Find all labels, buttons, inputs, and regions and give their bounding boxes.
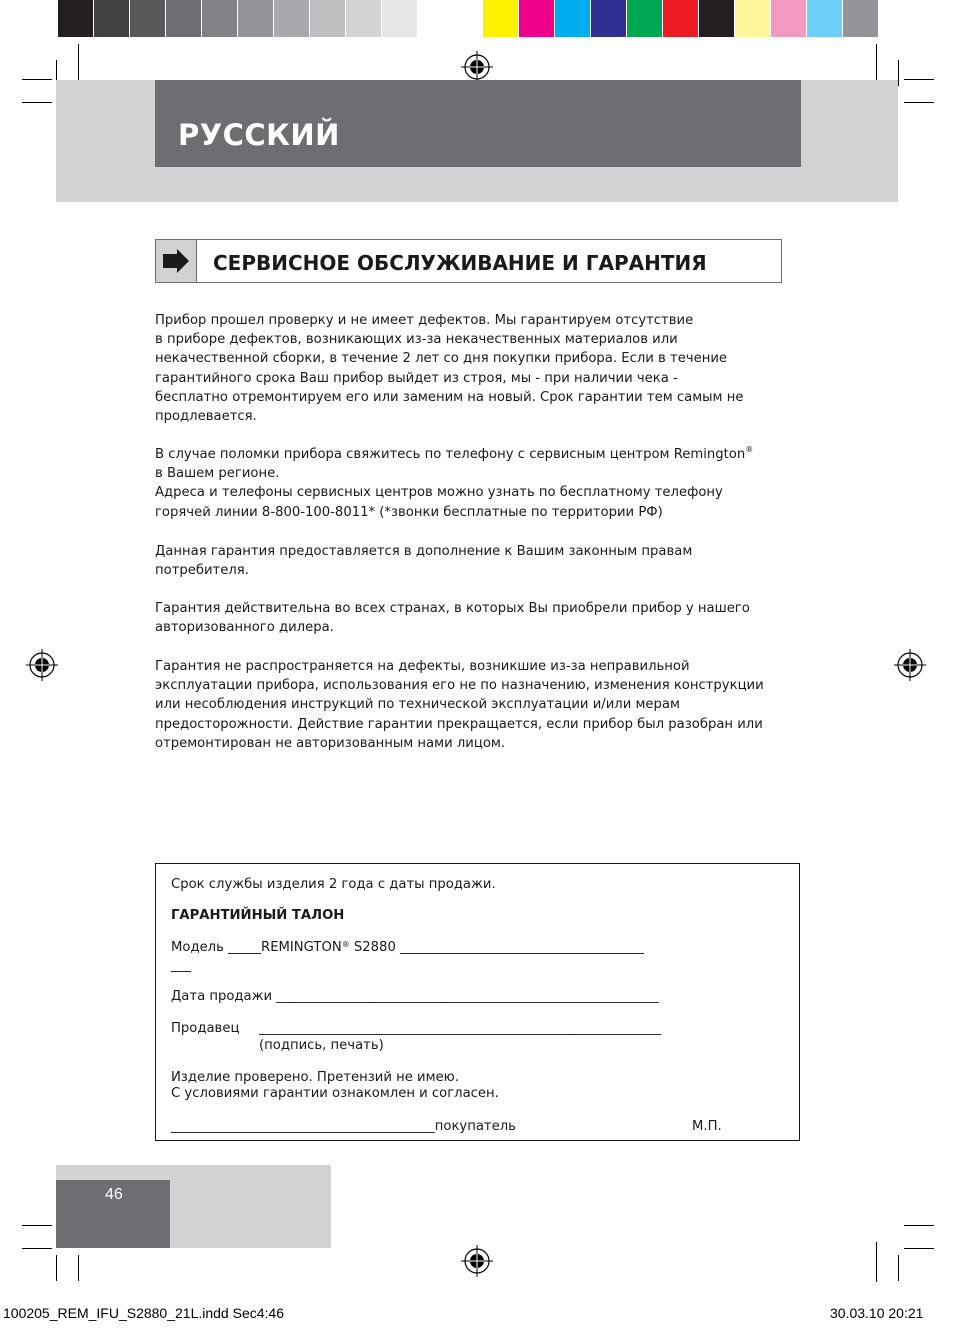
checked-statement: Изделие проверено. Претензий не имею.: [171, 1070, 459, 1085]
language-title: РУССКИЙ: [178, 118, 340, 152]
text-line: эксплуатации прибора, использования его не по назначению, изменения конструкции: [155, 678, 764, 694]
color-swatch: [130, 0, 166, 37]
color-swatch: [627, 0, 663, 37]
color-swatch: [771, 0, 807, 37]
registration-mark-icon: [461, 1245, 493, 1277]
color-swatch: [382, 0, 418, 37]
color-swatch: [483, 0, 519, 37]
slug-datetime: 30.03.10 20:21: [830, 1305, 924, 1321]
text-line: Данная гарантия предоставляется в дополнение к Вашим законным правам: [155, 544, 693, 559]
color-swatch: [202, 0, 238, 37]
gray-calibration-bar: [58, 0, 454, 38]
text-line: гарантийного срока Ваш прибор выйдет из строя, мы - при наличии чека -: [155, 370, 678, 386]
color-swatch: [238, 0, 274, 37]
slug-file-info: 100205_REM_IFU_S2880_21L.indd Sec4:46: [3, 1305, 284, 1321]
text-line: Прибор прошел проверку и не имеет дефектов. Мы гарантируем отсутствие: [155, 313, 694, 328]
color-swatch: [663, 0, 699, 37]
registered-mark: ®: [341, 940, 350, 949]
seller-note: (подпись, печать): [259, 1038, 384, 1053]
model-label: Модель _____REMINGTON: [171, 940, 342, 955]
text-line: или несоблюдения инструкций по технической эксплуатации и/или мерам: [155, 697, 680, 713]
buyer-signature-line: ________________________________________покупатель: [171, 1119, 516, 1134]
text-line: продлевается.: [155, 409, 257, 425]
model-field-wrap: ___: [171, 958, 191, 973]
text-line: предосторожности. Действие гарантии прекращается, если прибор был разобран или: [155, 716, 763, 732]
text-line: Гарантия действительна во всех странах, в которых Вы приобрели прибор у нашего: [155, 601, 750, 616]
model-field: [171, 940, 644, 955]
text-line: Гарантия не распространяется на дефекты, возникшие из-за неправильной: [155, 659, 690, 674]
color-swatch: [310, 0, 346, 37]
service-life-text: Срок службы изделия 2 года с даты продажи.: [171, 877, 496, 892]
registration-mark-icon: [461, 51, 493, 83]
section-title: СЕРВИСНОЕ ОБСЛУЖИВАНИЕ И ГАРАНТИЯ: [213, 251, 707, 275]
paragraph-warranty-intro: [155, 311, 795, 426]
color-swatch: [519, 0, 555, 37]
registration-mark-icon: [894, 649, 926, 681]
color-swatch: [166, 0, 202, 37]
seller-line: _____________________________________________________________: [259, 1021, 662, 1036]
registration-mark-icon: [26, 649, 58, 681]
text-line: некачественной сборки, в течение 2 лет со дня покупки прибора. Если в течение: [155, 351, 728, 367]
text-line: авторизованного дилера.: [155, 620, 334, 636]
text-line: отремонтирован не авторизованным нами лицом.: [155, 735, 506, 751]
color-swatch: [274, 0, 310, 37]
color-swatch: [591, 0, 627, 37]
registered-mark: ®: [745, 445, 754, 454]
color-swatch: [807, 0, 843, 37]
color-swatch: [58, 0, 94, 37]
stamp-label: М.П.: [692, 1119, 722, 1134]
paragraph-service-contact: [155, 445, 795, 522]
paragraph-legal-rights: [155, 542, 795, 580]
page-number: 46: [105, 1186, 123, 1203]
text-line: потребителя.: [155, 563, 249, 579]
color-calibration-bar: [483, 0, 879, 38]
seller-label: Продавец: [171, 1021, 240, 1036]
text-line-start: В случае поломки прибора свяжитесь по телефону с сервисным центром Remington: [155, 447, 746, 462]
model-value: S2880 _____________________________________: [349, 940, 645, 955]
text-line: в приборе дефектов, возникающих из-за некачественных материалов или: [155, 332, 678, 348]
color-swatch: [94, 0, 130, 37]
agreed-statement: С условиями гарантии ознакомлен и согласен.: [171, 1086, 499, 1101]
paragraph-exclusions: [155, 657, 795, 753]
color-swatch: [555, 0, 591, 37]
color-swatch: [735, 0, 771, 37]
color-swatch: [699, 0, 735, 37]
warranty-card-title: ГАРАНТИЙНЫЙ ТАЛОН: [171, 908, 345, 923]
color-swatch: [843, 0, 879, 37]
text-line: горячей линии 8-800-100-8011* (*звонки бесплатные по территории РФ): [155, 504, 663, 520]
text-line: бесплатно отремонтируем его или заменим на новый. Срок гарантии тем самым не: [155, 389, 744, 405]
section-arrow-box: [155, 239, 197, 283]
color-swatch: [346, 0, 382, 37]
sale-date-field: Дата продажи __________________________________________________________: [171, 989, 659, 1004]
paragraph-countries: [155, 599, 795, 637]
text-line: [155, 445, 795, 464]
text-line: Адреса и телефоны сервисных центров можно узнать по бесплатному телефону: [155, 485, 723, 501]
text-line: в Вашем регионе.: [155, 466, 280, 482]
arrow-right-icon: [156, 240, 196, 282]
color-swatch: [418, 0, 454, 37]
